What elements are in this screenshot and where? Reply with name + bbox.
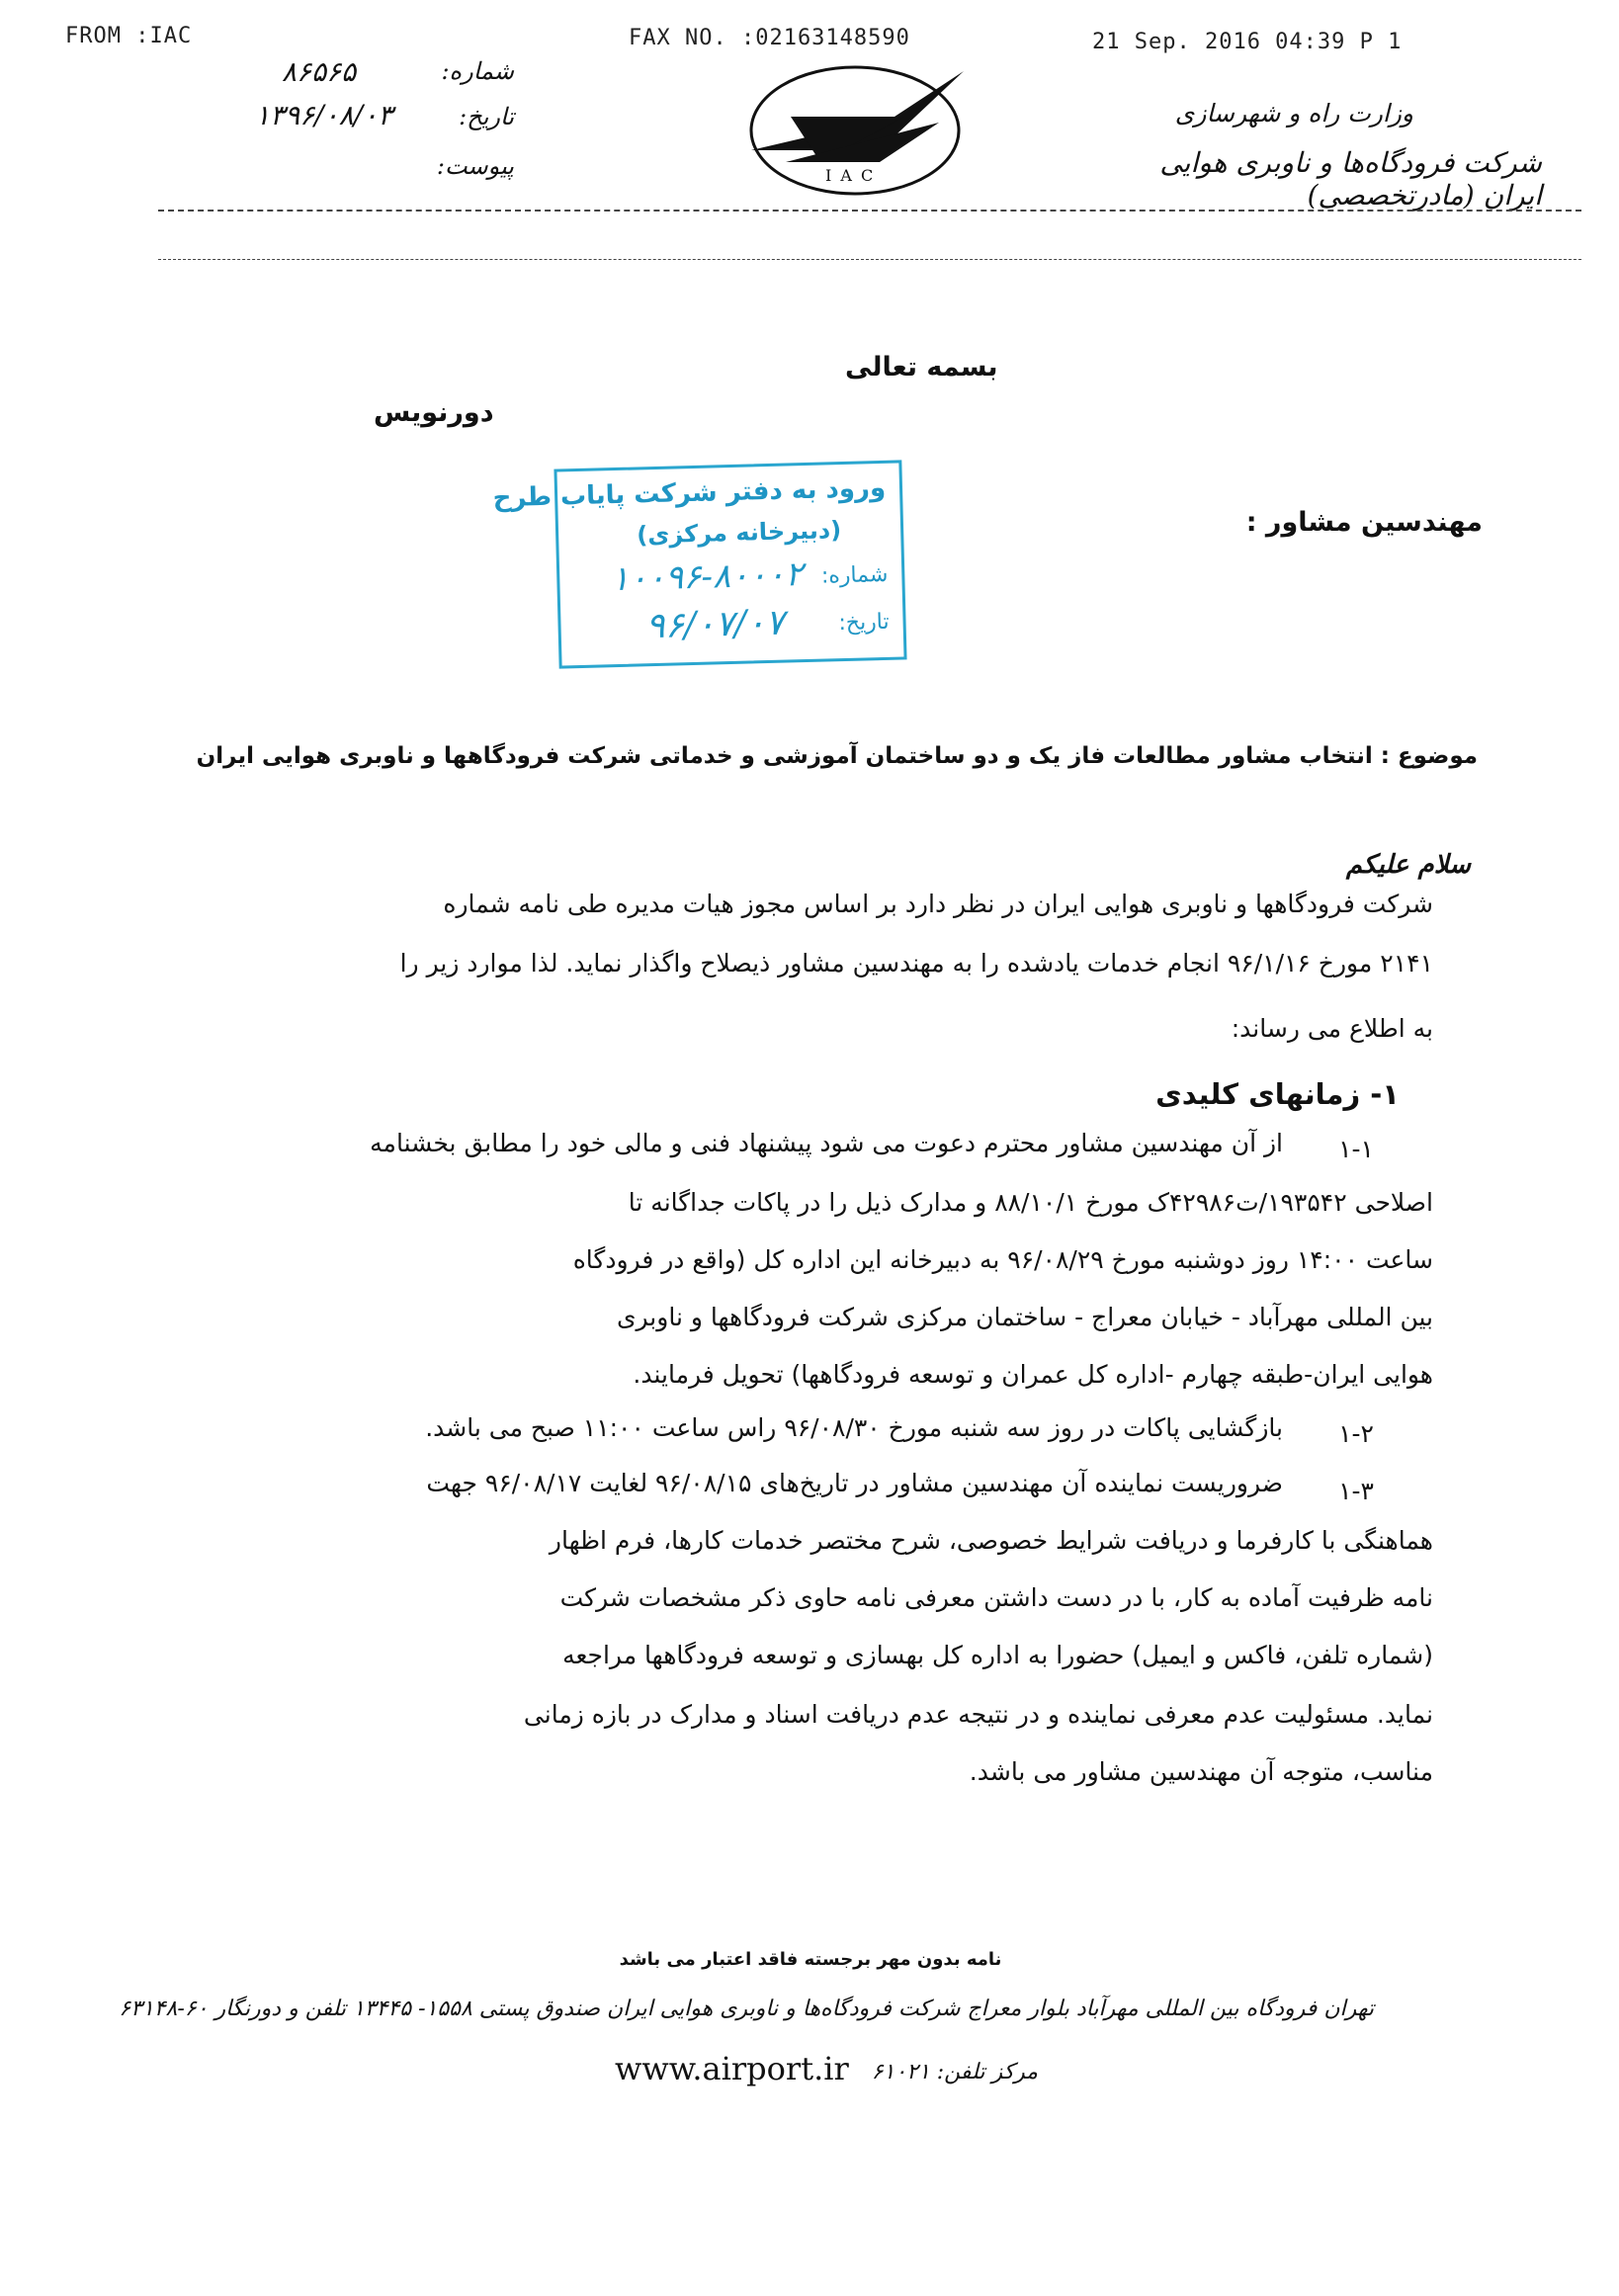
item-line: هماهنگی با کارفرما و دریافت شرایط خصوصی، شرح مختصر خدمات کارها، فرم اظهار	[549, 1526, 1433, 1555]
letter-attachment-label: پیوست:	[436, 152, 514, 180]
letter-number-label: شماره:	[441, 57, 514, 85]
stamp-date-value: ۹۶/۰۷/۰۷	[644, 602, 786, 647]
stamp-line2: (دبیرخانه مرکزی)	[636, 516, 842, 550]
item-line: بین المللی مهرآباد - خیابان معراج - ساختمان مرکزی شرکت فرودگاهها و ناوبری	[616, 1303, 1433, 1331]
footer-website: www.airport.ir	[615, 2050, 849, 2087]
item-line: ساعت ۱۴:۰۰ روز دوشنبه مورخ ۹۶/۰۸/۲۹ به دبیرخانه این اداره کل (واقع در فرودگاه	[572, 1245, 1433, 1274]
logo-text: I A C	[825, 166, 876, 185]
item-number: ۱-۲	[1338, 1419, 1374, 1448]
footer-note: نامه بدون مهر برجسته فاقد اعتبار می باشد	[619, 1949, 1002, 1970]
incoming-stamp	[492, 460, 906, 668]
fax-from: FROM :IAC	[65, 24, 193, 48]
item-line: هوایی ایران-طبقه چهارم -اداره کل عمران و توسعه فرودگاهها) تحویل فرمایند.	[633, 1360, 1433, 1389]
letter-number-value: ۸۶۵۶۵	[282, 55, 357, 88]
item-number: ۱-۳	[1338, 1477, 1374, 1505]
header-divider-secondary	[158, 259, 1581, 260]
intro-line: به اطلاع می رساند:	[1231, 1014, 1433, 1043]
recipient: مهندسین مشاور :	[1245, 507, 1483, 538]
item-line: (شماره تلفن، فاکس و ایمیل) حضورا به اداره کل بهسازی و توسعه فرودگاهها مراجعه	[562, 1641, 1433, 1669]
item-line: ضروریست نماینده آن مهندسین مشاور در تاریخ‌های ۹۶/۰۸/۱۵ لغایت ۹۶/۰۸/۱۷ جهت	[426, 1469, 1283, 1497]
section-title: ۱- زمانهای کلیدی	[1155, 1077, 1400, 1111]
fax-timestamp: 21 Sep. 2016 04:39 P 1	[1092, 30, 1403, 54]
salutation-top: بسمه تعالی	[845, 352, 998, 383]
ministry-name: وزارت راه و شهرسازی	[1174, 99, 1413, 128]
item-line: مناسب، متوجه آن مهندسین مشاور می باشد.	[969, 1757, 1433, 1786]
company-name: شرکت فرودگاه‌ها و ناوبری هوایی ایران (مادرتخصصی)	[1159, 146, 1542, 212]
fax-number: FAX NO. :02163148590	[629, 26, 910, 50]
stamp-line1: ورود به دفتر شرکت پایاب طرح	[492, 472, 887, 514]
item-line: نامه ظرفیت آماده به کار، با در دست داشتن معرفی نامه حاوی ذکر مشخصات شرکت	[559, 1583, 1433, 1612]
item-line: نماید. مسئولیت عدم معرفی نماینده و در نتیجه عدم دریافت اسناد و مدارک در بازه زمانی	[523, 1700, 1433, 1729]
greeting: سلام علیکم	[1345, 850, 1471, 880]
stamp-date-label: تاریخ:	[838, 609, 890, 637]
intro-line: شرکت فرودگاهها و ناوبری هوایی ایران در نظر دارد بر اساس مجوز هیات مدیره طی نامه شماره	[443, 890, 1433, 918]
letter-date-label: تاریخ:	[459, 103, 514, 130]
footer-phone: مرکز تلفن: ۶۱۰۲۱	[871, 2060, 1038, 2084]
letter-date-value: ۱۳۹۶/۰۸/۰۳	[255, 99, 393, 131]
item-line: اصلاحی ۱۹۳۵۴۲/ت۴۲۹۸۶ک مورخ ۸۸/۱۰/۱ و مدارک ذیل را در پاکات جداگانه تا	[628, 1188, 1433, 1217]
iac-logo	[731, 63, 979, 198]
item-line: بازگشایی پاکات در روز سه شنبه مورخ ۹۶/۰۸/۳۰ راس ساعت ۱۱:۰۰ صبح می باشد.	[425, 1413, 1283, 1442]
distribution-note: دورنویس	[374, 397, 494, 428]
item-number: ۱-۱	[1338, 1135, 1374, 1163]
intro-line: ۲۱۴۱ مورخ ۹۶/۱/۱۶ انجام خدمات یادشده را به مهندسین مشاور ذیصلاح واگذار نماید. لذا موارد زیر را	[399, 949, 1433, 978]
stamp-number-label: شماره:	[820, 561, 889, 589]
footer-address: تهران فرودگاه بین المللی مهرآباد بلوار معراج شرکت فرودگاه‌ها و ناوبری هوایی ایران صندوق پستی ۱۵۵۸- ۱۳۴۴۵ تلفن و دورنگار ۶۰-۶۳۱۴۸	[119, 1997, 1374, 2021]
header-divider	[158, 210, 1581, 212]
item-line: از آن مهندسین مشاور محترم دعوت می شود پیشنهاد فنی و مالی خود را مطابق بخشنامه	[370, 1129, 1283, 1157]
stamp-number-value: ۱۰۰۹۶-۸۰۰۰۲	[610, 554, 804, 600]
subject: موضوع : انتخاب مشاور مطالعات فاز یک و دو ساختمان آموزشی و خدماتی شرکت فرودگاهها و ناوبری هوایی ایران	[196, 743, 1478, 769]
